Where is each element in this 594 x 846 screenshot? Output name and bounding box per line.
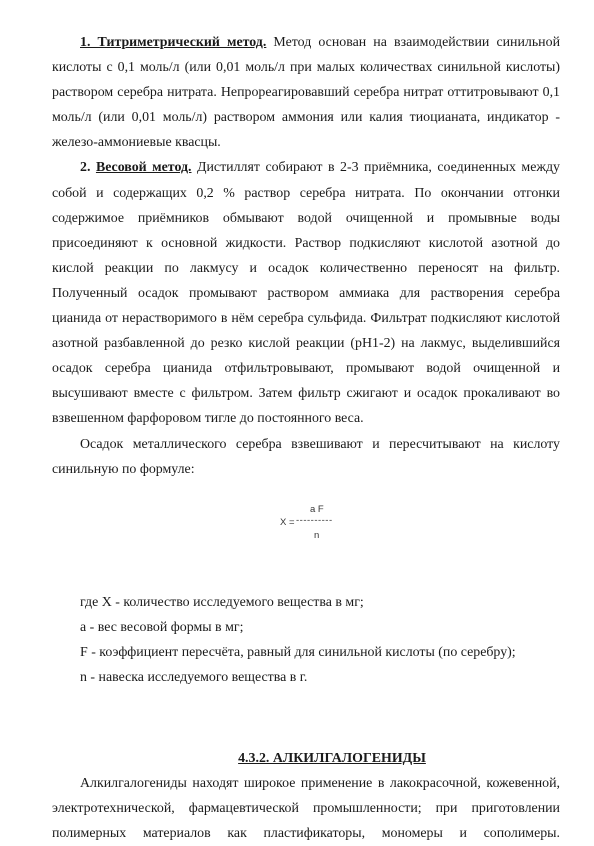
formula-lhs: X = — [280, 516, 295, 528]
titrimetric-method-text: Метод основан на взаимодействии синильной кислоты с 0,1 моль/л (или 0,01 моль/л при малых количествах синильной кислоты) раствором серебра нитрата. Непрореагировавший серебра нитрат оттитровывают 0,1 моль/л (или 0,01 моль/л) раствором аммония или калия тиоцианата, индикатор - железо-аммониевые квасцы. — [52, 35, 560, 151]
definition-n: n - навеска исследуемого вещества в г. — [80, 669, 308, 685]
definition-x: где Х - количество исследуемого вещества в мг; — [80, 594, 364, 610]
paragraph-titrimetric-method — [52, 30, 560, 155]
paragraph-gravimetric-method — [52, 155, 560, 431]
formula-denominator: n — [314, 529, 320, 541]
section-title: 4.3.2. АЛКИЛГАЛОГЕНИДЫ — [238, 750, 426, 766]
paragraph-formula-intro: Осадок металлического серебра взвешивают и пересчитывают на кислоту синильную по формуле: — [52, 436, 560, 477]
titrimetric-method-heading: 1. Титриметрический метод. — [80, 35, 267, 50]
gravimetric-method-heading: Весовой метод. — [95, 160, 192, 176]
formula-numerator: a F — [310, 503, 324, 515]
formula — [52, 488, 560, 576]
gravimetric-method-text: Дистиллят собирают в 2-3 приёмника, соединенных между собой и содержащих 0,2 % раствор серебра нитрата. По окончании отгонки содержимое приёмников обмывают водой очищенной и промывные воды присоединяют к основной жидкости. Раствор подкисляют кислотой азотной до кислой реакции по лакмусу и осадок количественно переносят на фильтр. Полученный осадок промывают раствором аммиака для растворения серебра цианида от нерастворимого в нём серебра сульфида. Фильтрат подкисляют кислотой азотной разбавленной до резко кислой реакции (pH1-2) на лакмус, выделившийся осадок серебра цианида отфильтровывают, промывают водой очищенной и высушивают вместе с фильтром. Затем фильтр сжигают и осадок прокаливают во взвешенном фарфоровом тигле до постоянного веса. — [52, 160, 560, 427]
definition-a: а - вес весовой формы в мг; — [80, 619, 244, 635]
formula-definitions — [52, 590, 560, 690]
paragraph-alkyl-halides: Алкилгалогениды находят широкое применение в лакокрасочной, кожевенной, электротехнической, фармацевтической промышленности; при приготовлении полимерных материалов как пластификаторы, мономеры и сополимеры. — [52, 775, 560, 841]
formula-fraction-bar: ---------- — [296, 514, 333, 526]
gravimetric-method-number: 2. — [80, 160, 96, 176]
definition-f: F - коэффициент пересчёта, равный для синильной кислоты (по серебру); — [80, 644, 516, 660]
document-page — [52, 30, 560, 846]
